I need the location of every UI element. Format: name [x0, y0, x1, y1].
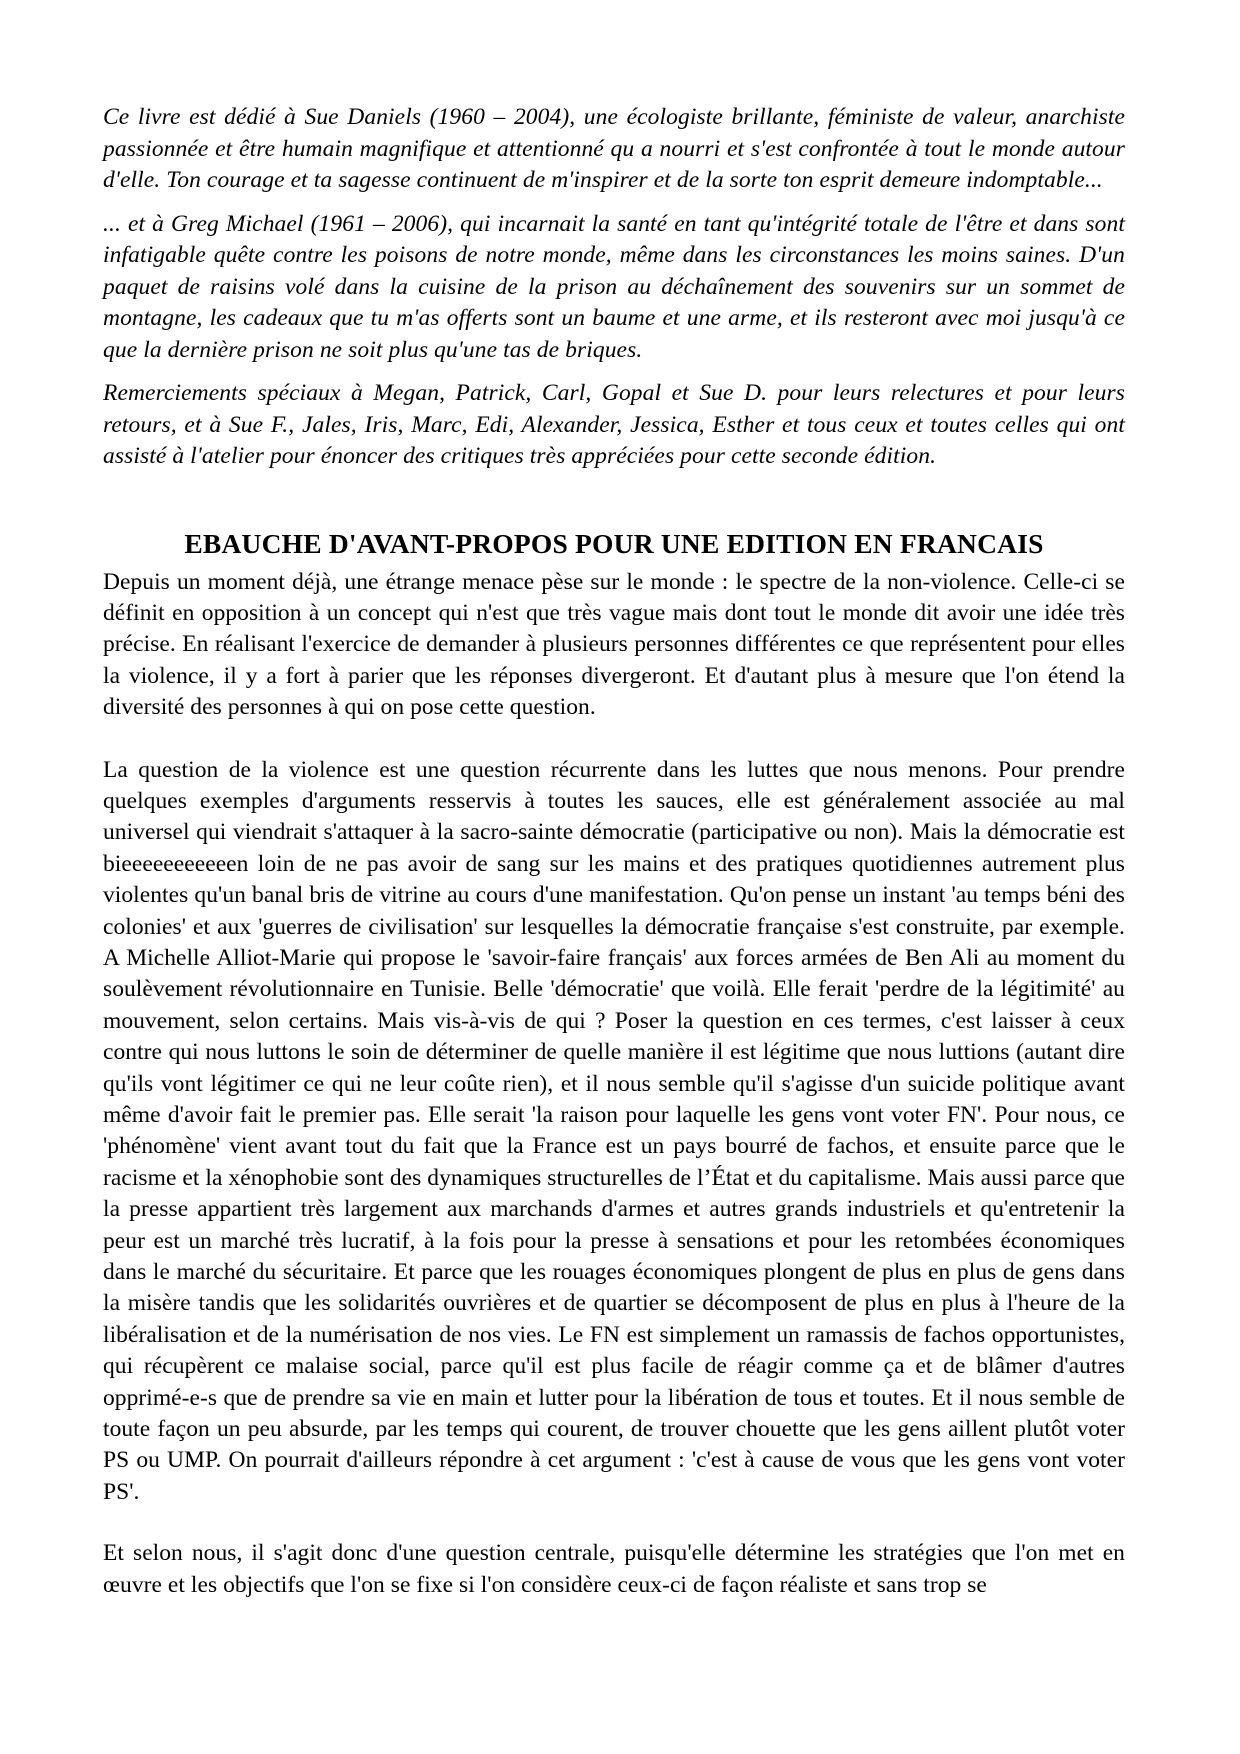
dedication-paragraph-2: ... et à Greg Michael (1961 – 2006), qui incarnait la santé en tant qu'intégrité totale de l'être et dans sont infatigable quête contre les poisons de notre monde, même dans les circonstances les moins saines. D'un paquet de raisins volé dans la cuisine de la prison au déchaînement des souvenirs sur un sommet de montagne, les cadeaux que tu m'as offerts sont un baume et une arme, et ils resteront avec moi jusqu'à ce que la dernière prison ne soit plus qu'une tas de briques.	[103, 210, 1125, 363]
paragraph-spacer	[103, 1508, 1125, 1538]
page-title: EBAUCHE D'AVANT-PROPOS POUR UNE EDITION EN FRANCAIS	[184, 527, 1044, 559]
paragraph-spacer	[103, 724, 1125, 755]
acknowledgements-paragraph: Remerciements spéciaux à Megan, Patrick, Carl, Gopal et Sue D. pour leurs relectures et pour leurs retours, et à Sue F., Jales, Iris, Marc, Edi, Alexander, Jessica, Esther et tous ceux et toutes celles qui ont assisté à l'atelier pour énoncer des critiques très appréciées pour cette seconde édition.	[103, 380, 1125, 469]
body-paragraph-1: Depuis un moment déjà, une étrange menace pèse sur le monde : le spectre de la non-violence. Celle-ci se définit en opposition à un concept qui n'est que très vague mais dont tout le monde dit avoir une idée très précise. En réalisant l'exercice de demander à plusieurs personnes différentes ce que représentent pour elles la violence, il y a fort à parier que les réponses divergeront. Et d'autant plus à mesure que l'on étend la diversité des personnes à qui on pose cette question.	[103, 568, 1125, 721]
dedication-paragraph-1: Ce livre est dédié à Sue Daniels (1960 – 2004), une écologiste brillante, féministe de valeur, anarchiste passionnée et être humain magnifique et attentionné qu a nourri et s'est confrontée à tout le monde autour d'elle. Ton courage et ta sagesse continuent de m'inspirer et de la sorte ton esprit demeure indomptable...	[103, 104, 1125, 193]
body-paragraph-3: Et selon nous, il s'agit donc d'une question centrale, puisqu'elle détermine les stratégies que l'on met en œuvre et les objectifs que l'on se fixe si l'on considère ceux-ci de façon réaliste et sans trop se	[103, 1540, 1125, 1598]
body-paragraph-2: La question de la violence est une question récurrente dans les luttes que nous menons. Pour prendre quelques exemples d'arguments resservis à toutes les sauces, elle est généralement associée au mal universel qui viendrait s'attaquer à la sacro-sainte démocratie (participative ou non). Mais la démocratie est bieeeeeeeeeeen loin de ne pas avoir de sang sur les mains et des pratiques quotidiennes autrement plus violentes qu'un banal bris de vitrine au cours d'une manifestation. Qu'on pense un instant 'au temps béni des colonies' et aux 'guerres de civilisation' sur lesquelles la démocratie française s'est construite, par exemple. A Michelle Alliot-Marie qui propose le 'savoir-faire français' aux forces armées de Ben Ali au moment du soulèvement révolutionnaire en Tunisie. Belle 'démocratie' que voilà. Elle ferait 'perdre de la légitimité' au mouvement, selon certains. Mais vis-à-vis de qui ? Poser la question en ces termes, c'est laisser à ceux contre qui nous luttons le soin de déterminer de quelle manière il est légitime que nous luttions (autant dire qu'ils vont légitimer ce qui ne leur coûte rien), et il nous semble qu'il s'agisse d'un suicide politique avant même d'avoir fait le premier pas. Elle serait 'la raison pour laquelle les gens vont voter FN'. Pour nous, ce 'phénomène' vient avant tout du fait que la France est un pays bourré de fachos, et ensuite parce que le racisme et la xénophobie sont des dynamiques structurelles de l’État et du capitalisme. Mais aussi parce que la presse appartient très largement aux marchands d'armes et autres grands industriels et qu'entretenir la peur est un marché très lucratif, à la fois pour la presse à sensations et pour les retombées économiques dans le marché du sécuritaire. Et parce que les rouages économiques plongent de plus en plus de gens dans la misère tandis que les solidarités ouvrières et de quartier se décomposent de plus en plus à l'heure de la libéralisation et de la numérisation de nos vies. Le FN est simplement un ramassis de fachos opportunistes, qui récupèrent ce malaise social, parce qu'il est plus facile de réagir comme ça et de blâmer d'autres opprimé-e-s que de prendre sa vie en main et lutter pour la libération de tous et toutes. Et il nous semble de toute façon un peu absurde, par les temps qui courent, de trouver chouette que les gens aillent plutôt voter PS ou UMP. On pourrait d'ailleurs répondre à cet argument : 'c'est à cause de vous que les gens vont voter PS'.	[103, 756, 1125, 1505]
